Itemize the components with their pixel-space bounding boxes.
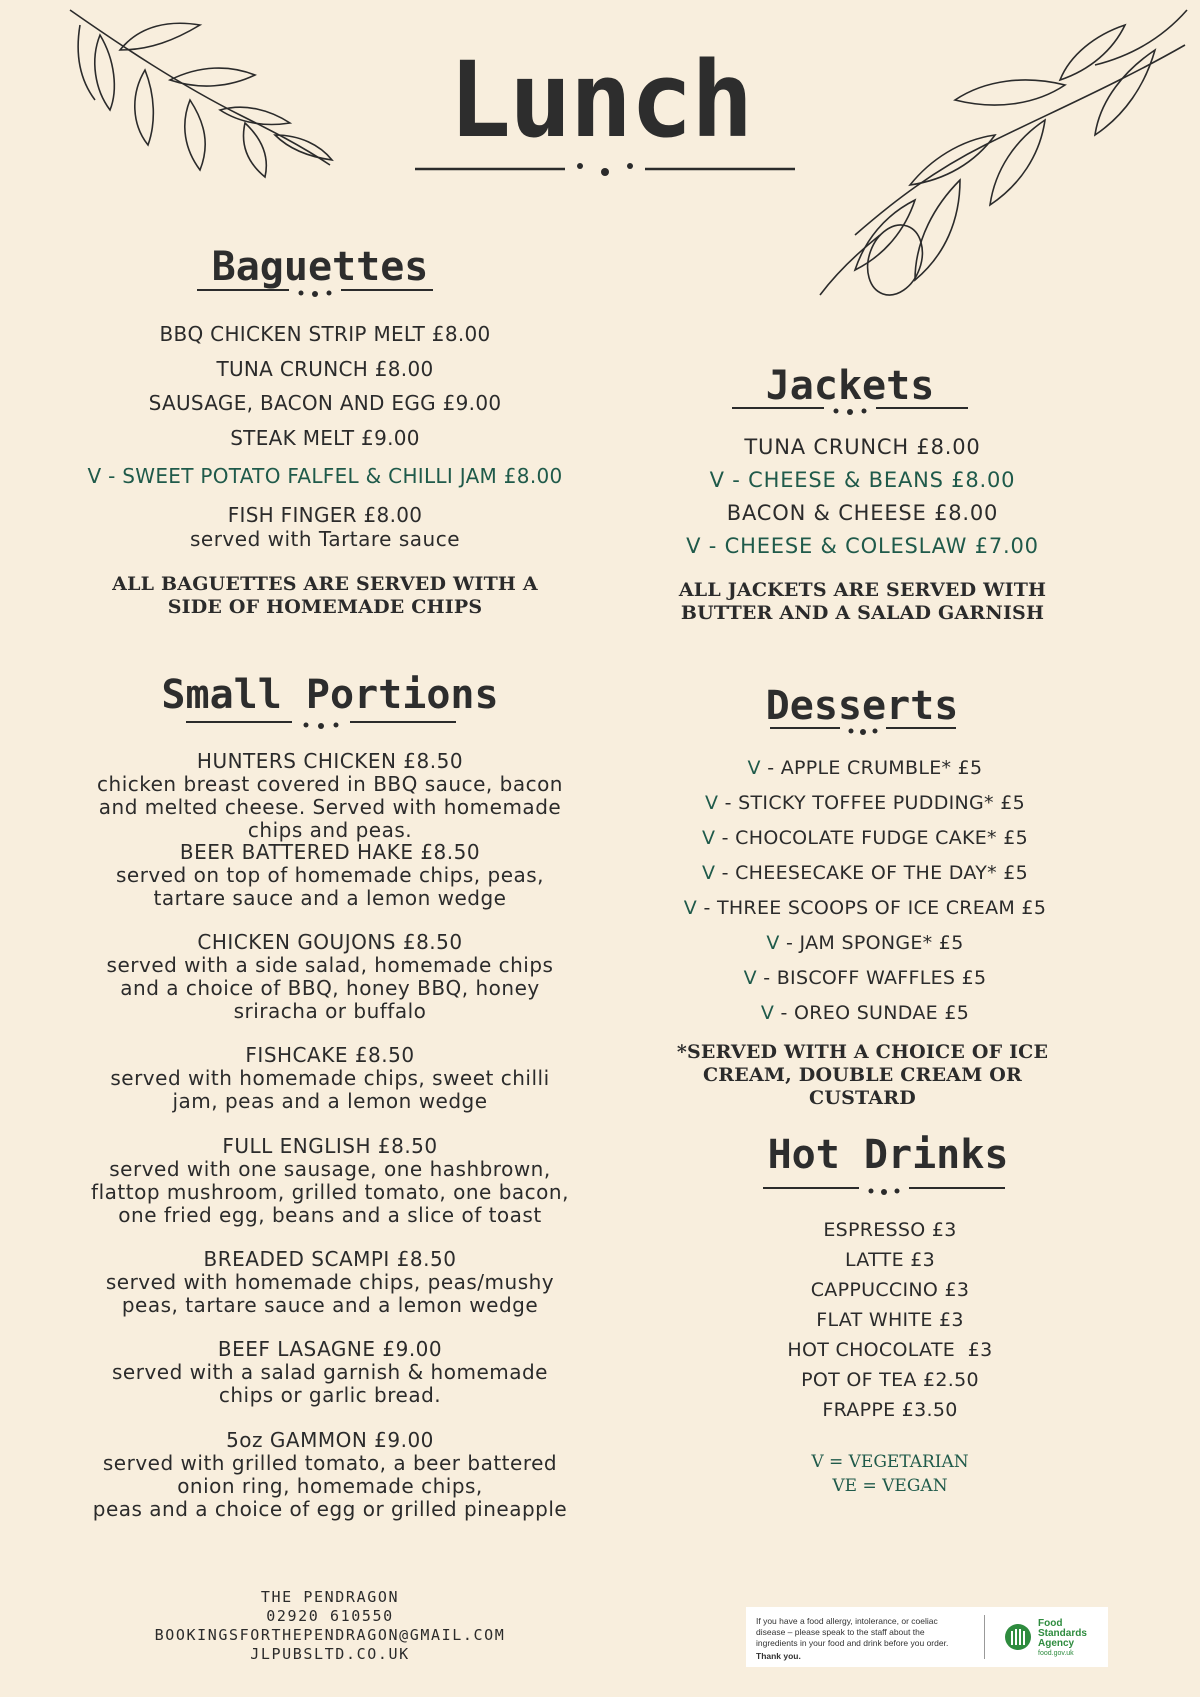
note-line: *SERVED WITH A CHOICE OF ICE bbox=[676, 1041, 1049, 1063]
small-portions-list bbox=[40, 750, 620, 1521]
list-item: SAUSAGE, BACON AND EGG £9.00 bbox=[148, 391, 502, 415]
item-name: BEEF LASAGNE £9.00 bbox=[217, 1337, 443, 1361]
baguettes-note bbox=[40, 573, 610, 619]
item-description: tartare sauce and a lemon wedge bbox=[153, 886, 507, 910]
item-description: peas and a choice of egg or grilled pineapple bbox=[92, 1497, 568, 1521]
baguettes-divider bbox=[197, 285, 433, 299]
small-portions-heading: Small Portions bbox=[161, 672, 499, 718]
jackets-divider bbox=[732, 403, 968, 417]
menu-item bbox=[40, 1248, 620, 1338]
item-description: onion ring, homemade chips, bbox=[177, 1474, 483, 1498]
website-link[interactable]: JLPUBSLTD.CO.UK bbox=[250, 1645, 410, 1663]
jackets-heading: Jackets bbox=[765, 363, 935, 409]
list-item: LATTE £3 bbox=[844, 1249, 936, 1271]
item-description: served with homemade chips, peas/mushy bbox=[105, 1270, 555, 1294]
menu-item bbox=[40, 841, 620, 931]
note-line: ALL JACKETS ARE SERVED WITH bbox=[678, 579, 1047, 601]
vegetarian-marker: V bbox=[743, 967, 757, 989]
title-divider bbox=[415, 160, 795, 180]
menu-item bbox=[40, 1338, 620, 1429]
menu-item bbox=[40, 1429, 620, 1521]
item-description: served with a side salad, homemade chips bbox=[106, 953, 554, 977]
menu-item bbox=[40, 931, 620, 1044]
item-name: - JAM SPONGE* £5 bbox=[779, 932, 964, 954]
list-item bbox=[655, 1001, 1075, 1036]
list-item-vegetarian: V - CHEESE & COLESLAW £7.00 bbox=[686, 534, 1039, 558]
item-description: chicken breast covered in BBQ sauce, bacon bbox=[97, 772, 563, 796]
list-item: POT OF TEA £2.50 bbox=[801, 1369, 979, 1391]
list-item bbox=[655, 861, 1075, 896]
fsa-line: Standards bbox=[1038, 1628, 1087, 1639]
item-description: sriracha or buffalo bbox=[233, 999, 427, 1023]
item-description: served with grilled tomato, a beer battered bbox=[102, 1451, 558, 1475]
page-title: Lunch bbox=[448, 39, 752, 161]
list-item: HOT CHOCOLATE £3 bbox=[787, 1339, 993, 1361]
item-name: 5oz GAMMON £9.00 bbox=[226, 1428, 434, 1452]
vegetarian-marker: V bbox=[760, 1002, 775, 1024]
vegetarian-marker: V bbox=[747, 757, 761, 779]
list-item: FRAPPE £3.50 bbox=[822, 1399, 958, 1421]
legend-vegetarian: V = VEGETARIAN bbox=[811, 1452, 969, 1472]
item-name: - CHEESECAKE OF THE DAY* £5 bbox=[715, 862, 1029, 884]
item-description: served on top of homemade chips, peas, bbox=[115, 863, 545, 887]
item-description: chips and peas. bbox=[247, 818, 413, 842]
menu-item bbox=[40, 1044, 620, 1135]
item-description: served with Tartare sauce bbox=[189, 527, 460, 551]
item-name: BEER BATTERED HAKE £8.50 bbox=[179, 840, 481, 864]
item-name: - OREO SUNDAE £5 bbox=[774, 1002, 970, 1024]
vegetarian-marker: V bbox=[701, 862, 716, 884]
note-line: SIDE OF HOMEMADE CHIPS bbox=[167, 596, 483, 618]
item-description: and a choice of BBQ, honey BBQ, honey bbox=[120, 976, 540, 1000]
allergy-notice bbox=[746, 1607, 1108, 1667]
item-description: jam, peas and a lemon wedge bbox=[172, 1089, 488, 1113]
menu-item bbox=[40, 750, 620, 841]
list-item bbox=[655, 966, 1075, 1001]
item-name: FULL ENGLISH £8.50 bbox=[222, 1134, 438, 1158]
list-item: ESPRESSO £3 bbox=[823, 1219, 957, 1241]
fsa-logo-icon bbox=[1004, 1623, 1032, 1651]
email-link[interactable]: BOOKINGSFORTHEPENDRAGON@GMAIL.COM bbox=[154, 1626, 506, 1644]
desserts-heading: Desserts bbox=[765, 683, 959, 729]
item-name: - CHOCOLATE FUDGE CAKE* £5 bbox=[715, 827, 1028, 849]
list-item: BACON & CHEESE £8.00 bbox=[726, 501, 999, 525]
vegetarian-marker: V bbox=[702, 827, 716, 849]
item-name: CHICKEN GOUJONS £8.50 bbox=[197, 930, 463, 954]
allergy-thanks: Thank you. bbox=[756, 1651, 801, 1661]
baguettes-heading: Baguettes bbox=[211, 244, 429, 290]
list-item bbox=[655, 896, 1075, 931]
fsa-line: Food bbox=[1038, 1618, 1063, 1629]
list-item: TUNA CRUNCH £8.00 bbox=[216, 357, 434, 381]
desserts-divider bbox=[770, 723, 956, 737]
hot-drinks-divider bbox=[763, 1183, 1005, 1197]
list-item bbox=[655, 791, 1075, 826]
list-item bbox=[655, 931, 1075, 966]
list-item-vegetarian: V - SWEET POTATO FALFEL & CHILLI JAM £8.00 bbox=[87, 464, 563, 488]
legend-vegan: VE = VEGAN bbox=[832, 1476, 948, 1496]
olive-branch-right-icon bbox=[795, 5, 1190, 325]
item-description: chips or garlic bread. bbox=[218, 1383, 442, 1407]
footer-contact bbox=[100, 1588, 560, 1664]
vegetarian-marker: V bbox=[705, 792, 719, 814]
notice-divider bbox=[984, 1615, 985, 1659]
list-item-vegetarian: V - CHEESE & BEANS £8.00 bbox=[709, 468, 1016, 492]
fsa-text bbox=[1038, 1619, 1087, 1658]
desserts-note bbox=[650, 1041, 1075, 1110]
item-description: one fried egg, beans and a slice of toast bbox=[118, 1203, 542, 1227]
allergy-line: disease – please speak to the staff about the bbox=[756, 1627, 925, 1637]
small-portions-divider bbox=[186, 717, 456, 731]
list-item: FISH FINGER £8.00 bbox=[227, 503, 423, 527]
olive-branch-left-icon bbox=[60, 5, 335, 185]
item-name: - STICKY TOFFEE PUDDING* £5 bbox=[718, 792, 1025, 814]
item-description: flattop mushroom, grilled tomato, one bacon, bbox=[91, 1180, 569, 1204]
menu-item bbox=[40, 1135, 620, 1248]
item-name: FISHCAKE £8.50 bbox=[245, 1043, 415, 1067]
note-line: CREAM, DOUBLE CREAM OR CUSTARD bbox=[702, 1064, 1023, 1109]
vegetarian-marker: V bbox=[683, 897, 698, 919]
list-item: CAPPUCCINO £3 bbox=[810, 1279, 970, 1301]
diet-legend bbox=[740, 1450, 1040, 1498]
allergy-text bbox=[756, 1616, 986, 1662]
item-name: - APPLE CRUMBLE* £5 bbox=[760, 757, 983, 779]
item-name: - THREE SCOOPS OF ICE CREAM £5 bbox=[697, 897, 1047, 919]
venue-name: THE PENDRAGON bbox=[260, 1588, 400, 1606]
item-name: BREADED SCAMPI £8.50 bbox=[203, 1247, 457, 1271]
item-description: peas, tartare sauce and a lemon wedge bbox=[121, 1293, 539, 1317]
fsa-url[interactable]: food.gov.uk bbox=[1038, 1650, 1074, 1657]
list-item bbox=[655, 756, 1075, 791]
allergy-line: ingredients in your food and drink before you order. bbox=[756, 1638, 949, 1648]
list-item: TUNA CRUNCH £8.00 bbox=[744, 435, 981, 459]
item-description: served with one sausage, one hashbrown, bbox=[109, 1157, 551, 1181]
desserts-list bbox=[655, 756, 1075, 1036]
hot-drinks-list bbox=[740, 1218, 1040, 1428]
item-name: - BISCOFF WAFFLES £5 bbox=[756, 967, 987, 989]
vegetarian-marker: V bbox=[766, 932, 780, 954]
list-item: FLAT WHITE £3 bbox=[816, 1309, 964, 1331]
phone-number[interactable]: 02920 610550 bbox=[266, 1607, 394, 1625]
hot-drinks-heading: Hot Drinks bbox=[767, 1132, 1009, 1178]
list-item bbox=[655, 826, 1075, 861]
list-item: BBQ CHICKEN STRIP MELT £8.00 bbox=[159, 322, 491, 346]
item-description: served with homemade chips, sweet chilli bbox=[110, 1066, 550, 1090]
item-description: and melted cheese. Served with homemade bbox=[98, 795, 562, 819]
item-description: served with a salad garnish & homemade bbox=[112, 1360, 548, 1384]
list-item: STEAK MELT £9.00 bbox=[230, 426, 420, 450]
note-line: ALL BAGUETTES ARE SERVED WITH A bbox=[112, 573, 538, 595]
jackets-note bbox=[650, 579, 1075, 625]
note-line: BUTTER AND A SALAD GARNISH bbox=[680, 602, 1045, 624]
item-name: HUNTERS CHICKEN £8.50 bbox=[196, 749, 464, 773]
fsa-line: Agency bbox=[1038, 1638, 1075, 1649]
allergy-line: If you have a food allergy, intolerance, or coeliac bbox=[756, 1616, 938, 1626]
